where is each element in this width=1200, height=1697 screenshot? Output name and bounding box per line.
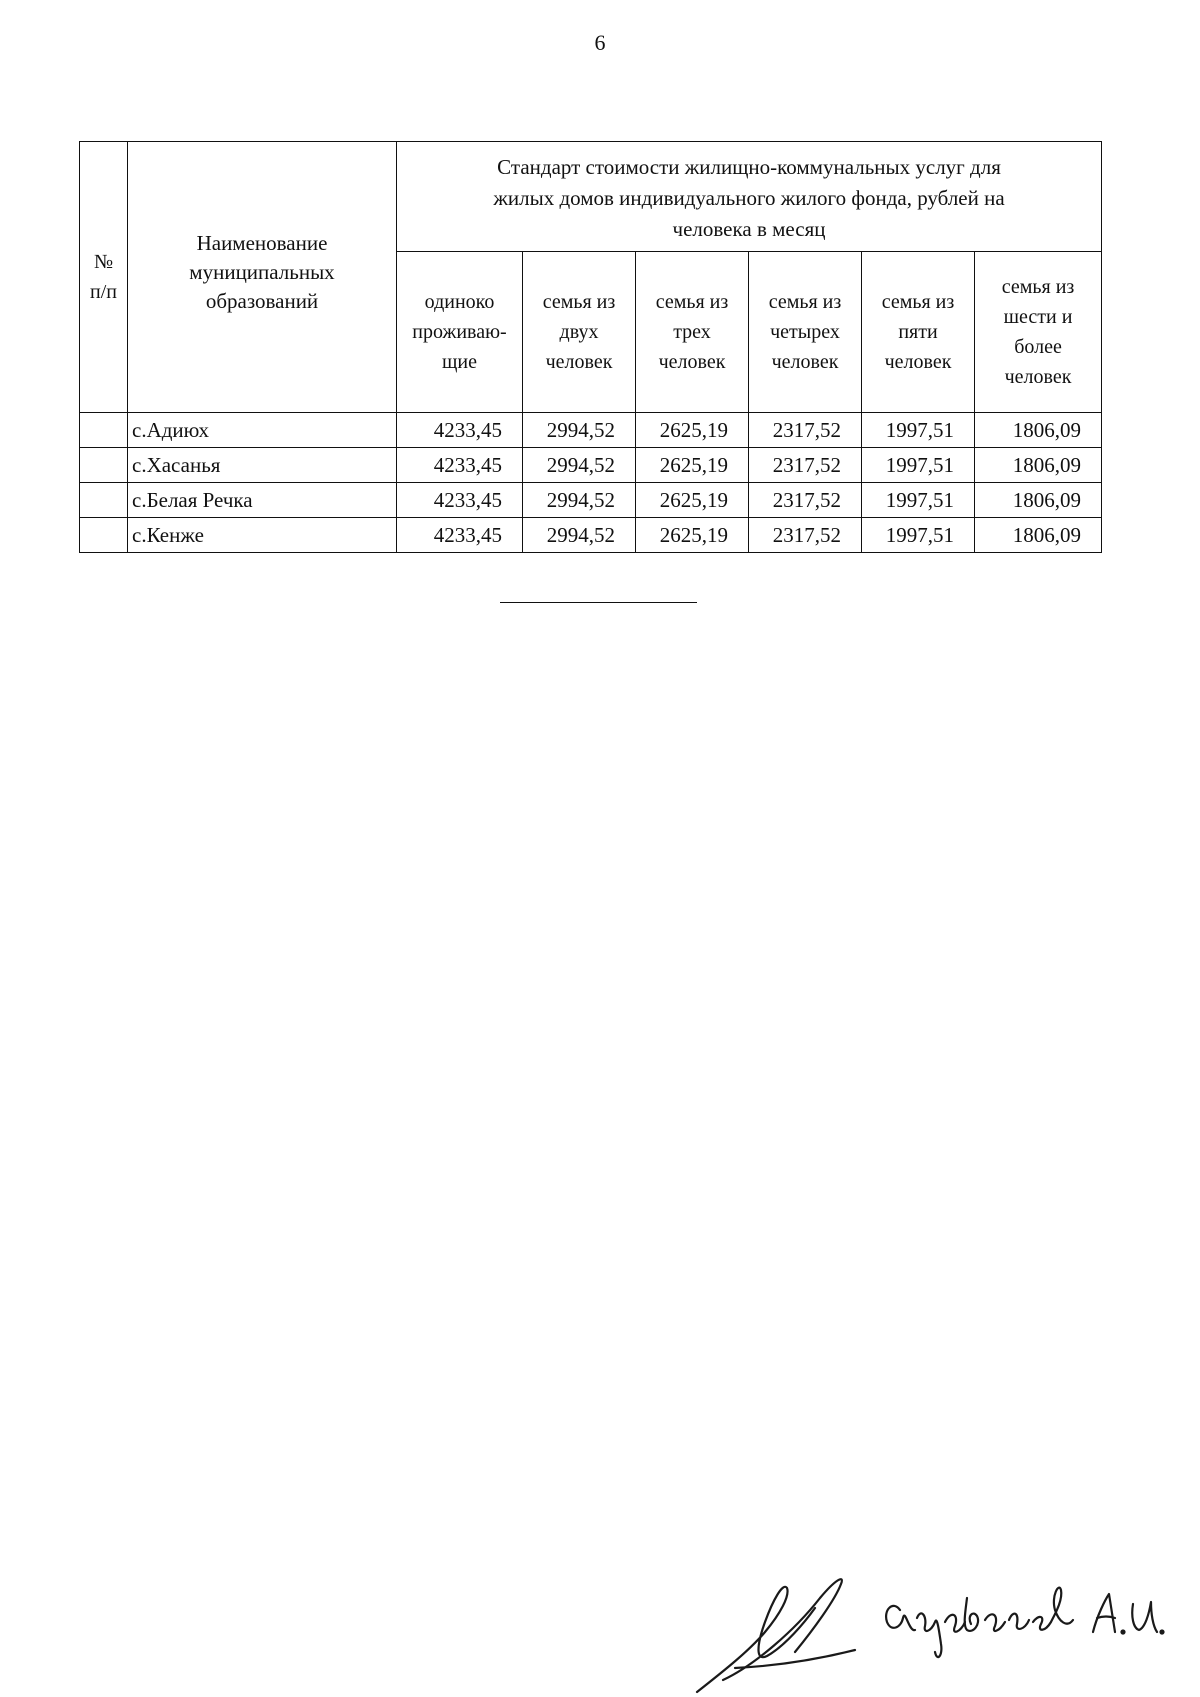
header-cost-standard-label: Стандарт стоимости жилищно-коммунальных услуг для жилых домов индивидуального жилого фонда, рублей на человека в месяц: [493, 154, 1005, 241]
page-number: 6: [594, 30, 606, 55]
subheader-family-two-label: семья из двух человек: [542, 291, 616, 373]
municipality-name: с.Адиюх: [128, 413, 397, 448]
value-family-four: 2317,52: [749, 413, 862, 448]
subheader-family-two: [523, 252, 636, 413]
municipality-name: с.Хасанья: [128, 448, 397, 483]
subheader-family-six-plus: [975, 252, 1102, 413]
value-single: 4233,45: [397, 448, 523, 483]
header-row-number: [80, 142, 128, 413]
signature-icon: [695, 1570, 1165, 1697]
closing-rule: [500, 602, 697, 603]
subheader-family-three-label: семья из трех человек: [655, 291, 729, 373]
handwritten-signature: [695, 1570, 1165, 1697]
value-family-six-plus: 1806,09: [975, 448, 1102, 483]
value-family-four: 2317,52: [749, 483, 862, 518]
table-row: [80, 483, 1102, 518]
subheader-single: [397, 252, 523, 413]
value-family-four: 2317,52: [749, 448, 862, 483]
subheader-single-label: одиноко проживаю-щие: [412, 291, 507, 373]
subheader-family-six-plus-label: семья из шести и более человек: [1001, 276, 1075, 388]
value-single: 4233,45: [397, 483, 523, 518]
value-single: 4233,45: [397, 413, 523, 448]
value-family-three: 2625,19: [636, 518, 749, 553]
table-row: [80, 448, 1102, 483]
municipality-name: с.Белая Речка: [128, 483, 397, 518]
value-family-two: 2994,52: [523, 448, 636, 483]
municipality-name: с.Кенже: [128, 518, 397, 553]
housing-cost-standard-table: [79, 141, 1102, 553]
table-row: [80, 413, 1102, 448]
value-family-two: 2994,52: [523, 413, 636, 448]
value-family-five: 1997,51: [862, 483, 975, 518]
subheader-family-five-label: семья из пяти человек: [881, 291, 955, 373]
header-cost-standard: [397, 142, 1102, 252]
value-family-five: 1997,51: [862, 448, 975, 483]
value-family-five: 1997,51: [862, 413, 975, 448]
value-family-six-plus: 1806,09: [975, 518, 1102, 553]
subheader-family-five: [862, 252, 975, 413]
value-single: 4233,45: [397, 518, 523, 553]
row-number: [80, 413, 128, 448]
value-family-two: 2994,52: [523, 483, 636, 518]
header-municipality-name-label: Наименование муниципальных образований: [189, 231, 335, 313]
subheader-family-four-label: семья из четырех человек: [768, 291, 842, 373]
header-municipality-name: [128, 142, 397, 413]
subheader-family-three: [636, 252, 749, 413]
value-family-six-plus: 1806,09: [975, 483, 1102, 518]
value-family-three: 2625,19: [636, 413, 749, 448]
value-family-three: 2625,19: [636, 483, 749, 518]
table-row: [80, 518, 1102, 553]
value-family-five: 1997,51: [862, 518, 975, 553]
header-row-number-label: № п/п: [90, 251, 117, 303]
row-number: [80, 518, 128, 553]
value-family-three: 2625,19: [636, 448, 749, 483]
value-family-six-plus: 1806,09: [975, 413, 1102, 448]
value-family-two: 2994,52: [523, 518, 636, 553]
value-family-four: 2317,52: [749, 518, 862, 553]
row-number: [80, 483, 128, 518]
row-number: [80, 448, 128, 483]
subheader-family-four: [749, 252, 862, 413]
